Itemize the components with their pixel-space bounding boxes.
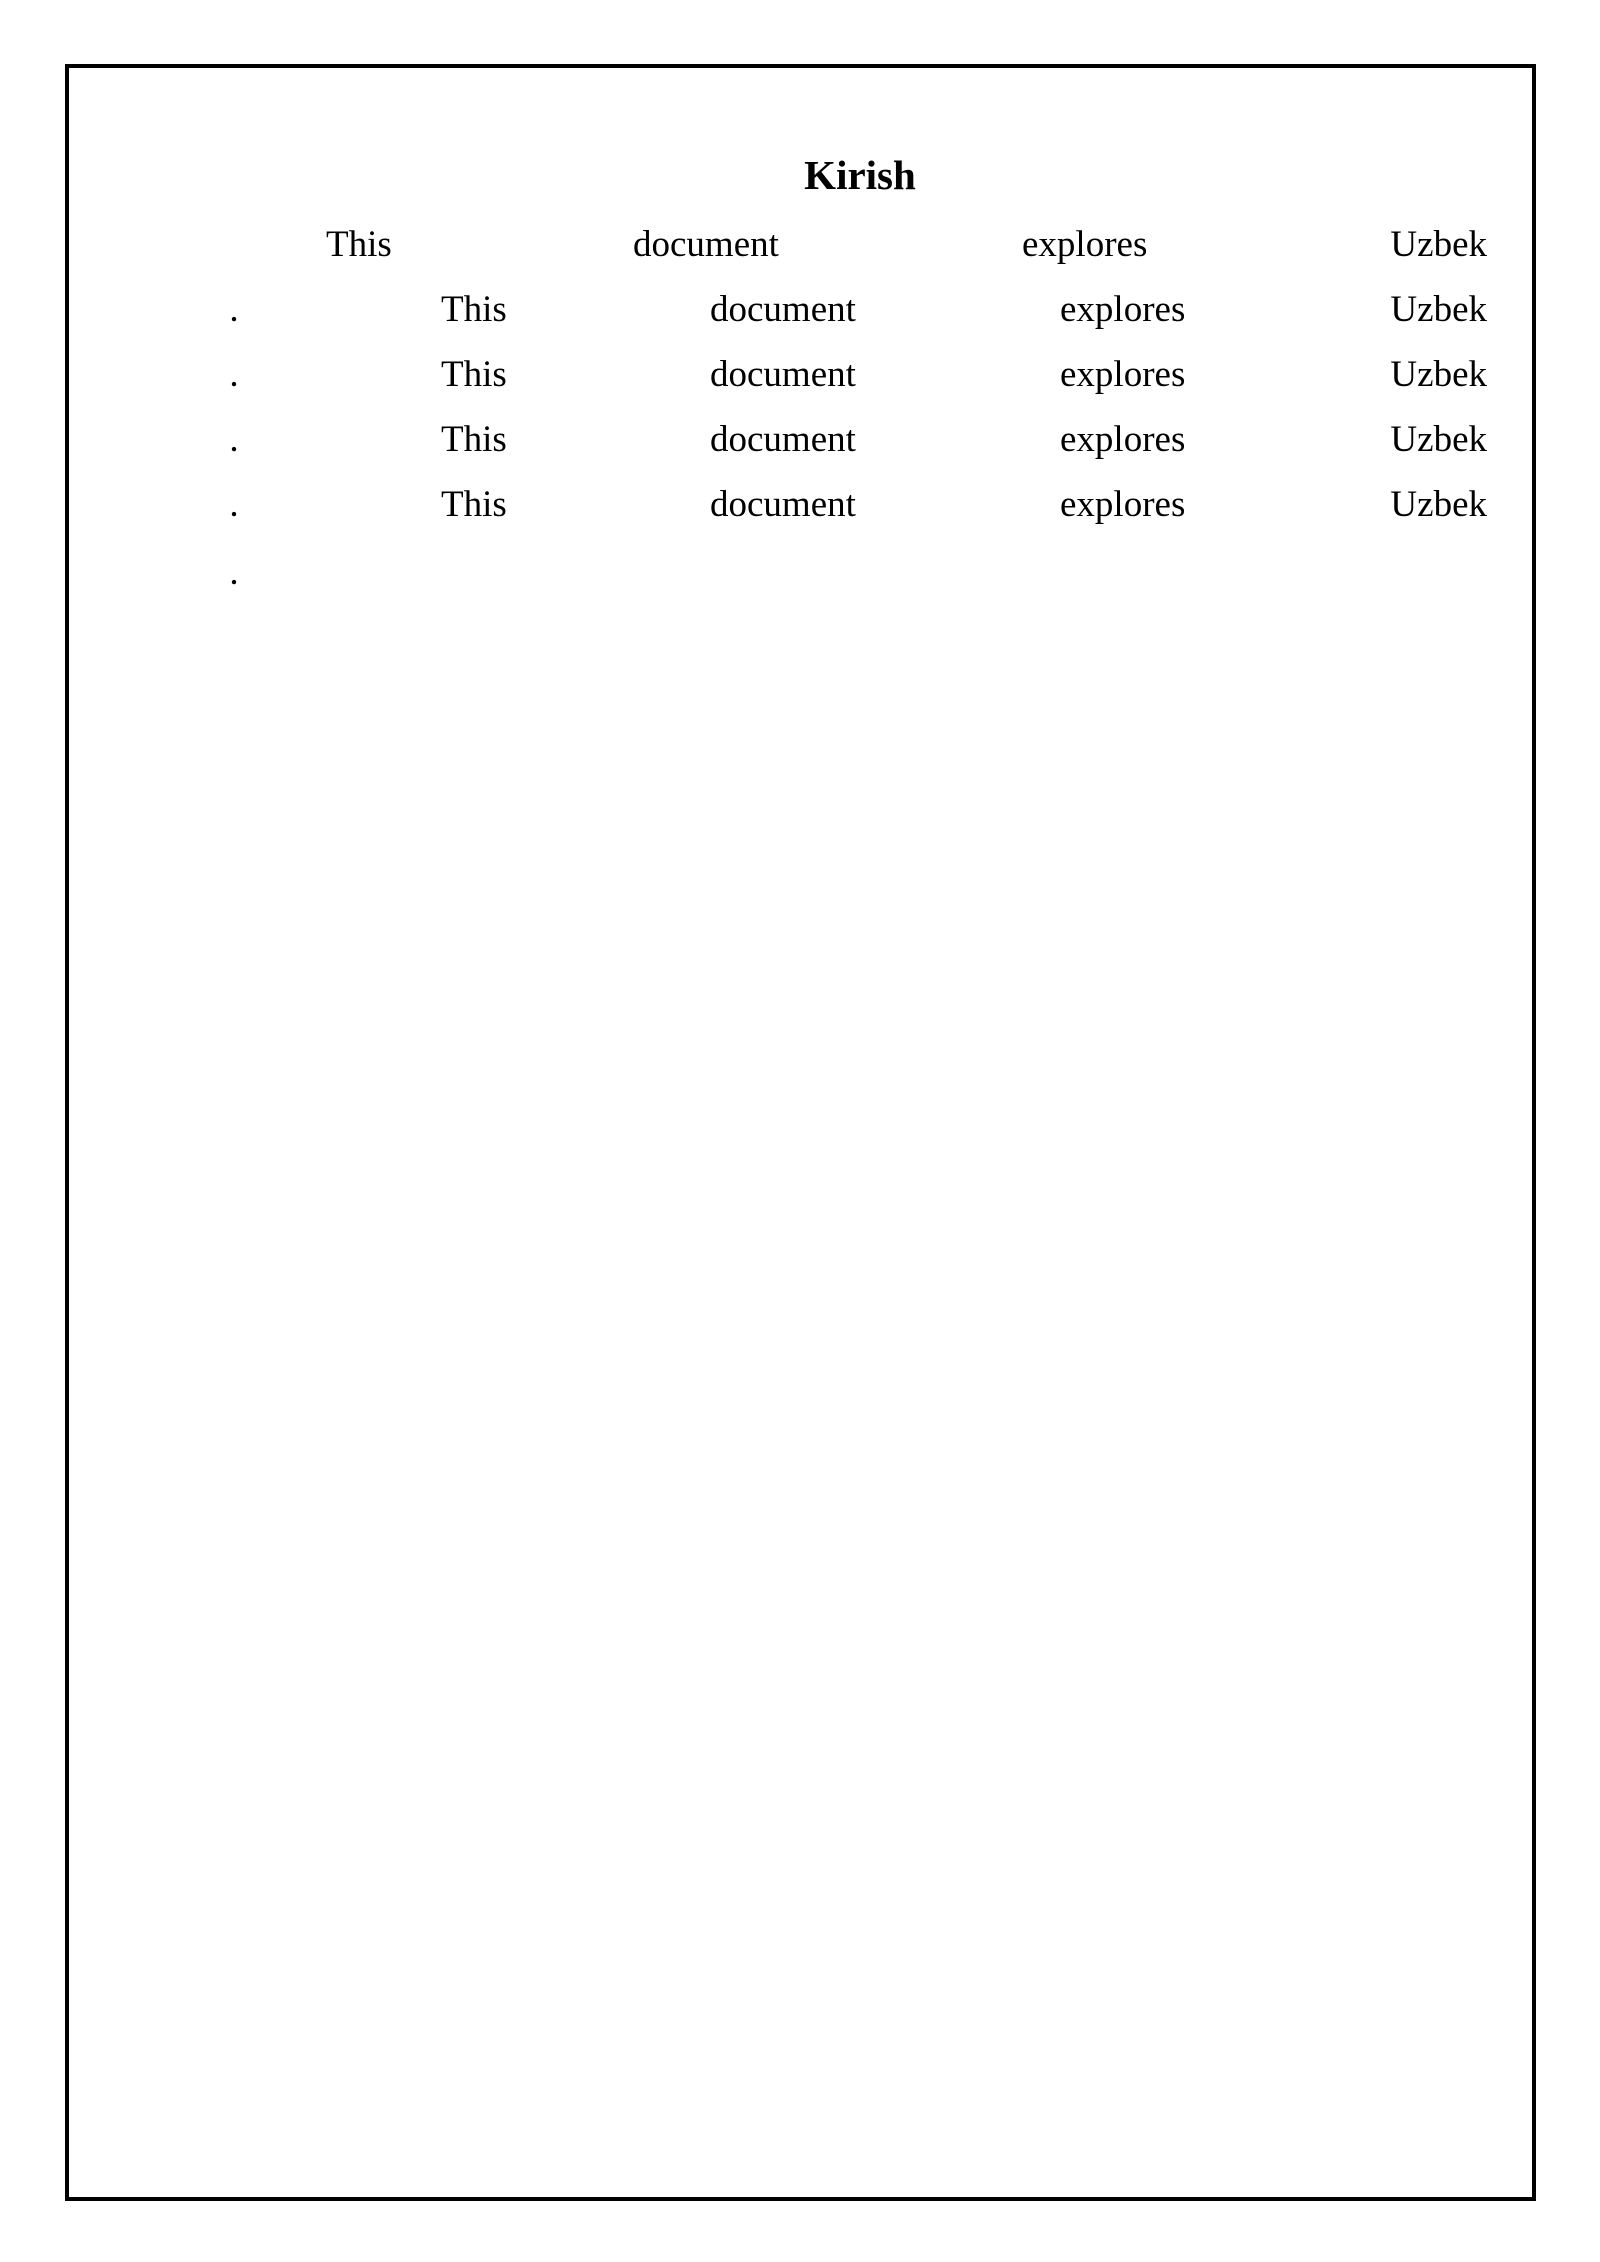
word-uzbek: Uzbek xyxy=(1390,224,1487,265)
list-item xyxy=(0,350,1600,400)
paragraph-first-line xyxy=(0,220,1600,270)
list-item xyxy=(0,415,1600,465)
word-this: This xyxy=(441,484,507,525)
word-uzbek: Uzbek xyxy=(1390,354,1487,395)
word-explores: explores xyxy=(1060,484,1186,525)
word-explores: explores xyxy=(1060,354,1186,395)
word-explores: explores xyxy=(1060,289,1186,330)
list-bullet: . xyxy=(229,354,239,395)
list-bullet: . xyxy=(229,552,239,593)
word-uzbek: Uzbek xyxy=(1390,484,1487,525)
word-explores: explores xyxy=(1022,224,1148,265)
word-uzbek: Uzbek xyxy=(1390,419,1487,460)
list-item xyxy=(0,285,1600,335)
list-bullet: . xyxy=(229,289,239,330)
list-item-trailing xyxy=(0,548,1600,598)
word-document: document xyxy=(710,354,856,395)
word-explores: explores xyxy=(1060,419,1186,460)
word-document: document xyxy=(710,419,856,460)
word-document: document xyxy=(633,224,779,265)
list-bullet: . xyxy=(229,419,239,460)
word-this: This xyxy=(441,289,507,330)
word-uzbek: Uzbek xyxy=(1390,289,1487,330)
word-this: This xyxy=(441,419,507,460)
word-document: document xyxy=(710,289,856,330)
word-this: This xyxy=(326,224,392,265)
list-bullet: . xyxy=(229,484,239,525)
list-item xyxy=(0,480,1600,530)
word-this: This xyxy=(441,354,507,395)
word-document: document xyxy=(710,484,856,525)
section-heading: Kirish xyxy=(804,152,916,198)
